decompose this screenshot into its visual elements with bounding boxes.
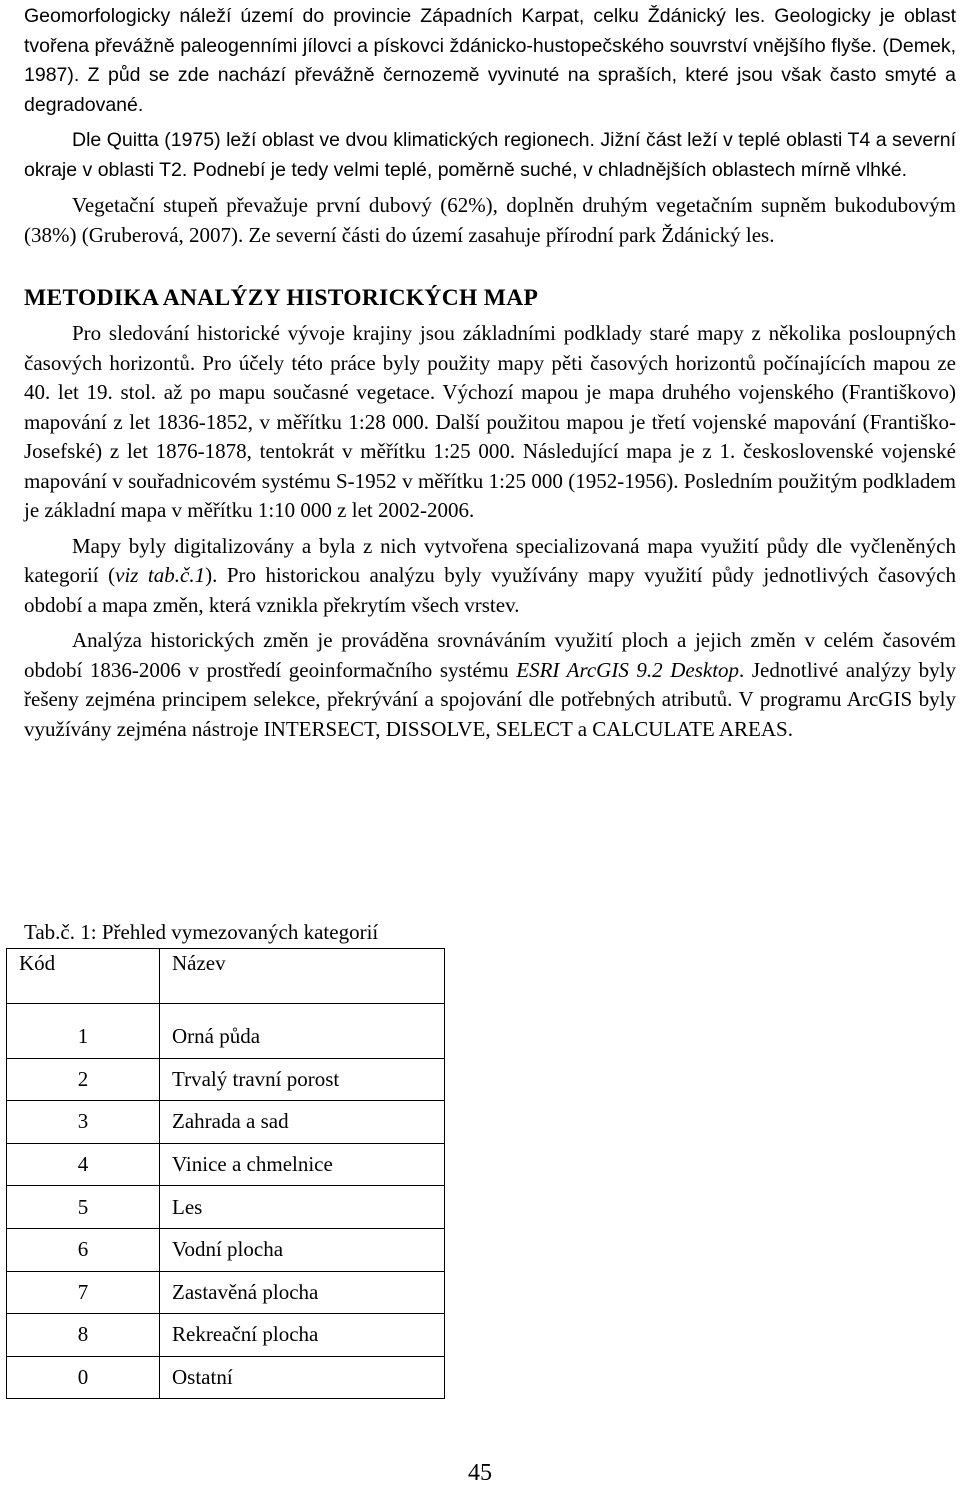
paragraph-climate: Dle Quitta (1975) leží oblast ve dvou klimatických regionech. Jižní část leží v teplé oblasti T4 a severní okraje v oblasti T2. Podnebí je tedy velmi teplé, poměrně suché, v chladnějších oblastech mírně vlhké. (24, 129, 956, 181)
paragraph-method: Pro sledování historické vývoje krajiny jsou základními podklady staré mapy z několika posloupných časových horizontů. Pro účely této práce byly použity mapy pěti časových horizontů počínajících mapou ze 40. let 19. stol. až po mapu současné vegetace. Výchozí mapou je mapa druhého vojenského (Františkovo) mapování z let 1836-1852, v měřítku 1:28 000. Další použitou mapou je třetí vojenské mapování (Františko-Josefské) z let 1876-1878, tentokrát v měřítku 1:25 000. Následující mapa je z 1. československé vojenské mapování v souřadnicovém systému S-1952 v měřítku 1:25 000 (1952-1956). Posledním použitým podkladem je základní mapa v měřítku 1:10 000 z let 2002-2006. (24, 321, 956, 522)
row-code: 4 (7, 1143, 160, 1186)
paragraph-maps-text-1: Mapy byly digitalizovány a byla z nich vytvořena specializovaná mapa využití půdy dle vyčleněných kategorií ( (24, 533, 956, 587)
table-row (7, 1314, 445, 1357)
row-code: 5 (7, 1186, 160, 1229)
row-name: Ostatní (160, 1356, 445, 1399)
row-name: Rekreační plocha (160, 1314, 445, 1357)
row-code: 0 (7, 1356, 160, 1399)
paragraph-maps (24, 532, 956, 621)
row-name: Orná půda (160, 1004, 445, 1059)
page-number: 45 (468, 1460, 492, 1486)
row-name: Les (160, 1186, 445, 1229)
paragraph-analysis-text-1: Analýza historických změn je prováděna srovnáváním využití ploch a jejich změn v celém časovém období 1836-2006 v prostředí geoinformačního systému (24, 628, 956, 682)
table-row (7, 1101, 445, 1144)
row-name: Vinice a chmelnice (160, 1143, 445, 1186)
paragraph-geomorphology: Geomorfologicky náleží území do provincie Západních Karpat, celku Ždánický les. Geologicky je oblast tvořena převážně paleogenními jílovci a pískovci ždánicko-hustopečského souvrství vnějšího flyše. (Demek, 1987). Z půd se zde nachází převážně černozemě vyvinuté na spraších, které jsou však často smyté a degradované. (24, 5, 956, 116)
table-row (7, 1186, 445, 1229)
row-code: 8 (7, 1314, 160, 1357)
table-row (7, 1058, 445, 1101)
section-heading: METODIKA ANALÝZY HISTORICKÝCH MAP (24, 285, 539, 311)
paragraph-maps-text-2: ). Pro historickou analýzu byly využívány mapy využití půdy jednotlivých časových období a mapa změn, která vznikla překrytím všech vrstev. (24, 563, 957, 617)
paragraph-analysis (24, 626, 956, 744)
paragraph-analysis-text-2: . Jednotlivé analýzy byly řešeny zejména principem selekce, překrývání a spojování dle potřebných atributů. V programu ArcGIS byly využívány zejména nástroje INTERSECT, DISSOLVE, SELECT a CALCULATE AREAS. (24, 657, 956, 741)
row-name: Zastavěná plocha (160, 1271, 445, 1314)
paragraph-vegetation: Vegetační stupeň převažuje první dubový (62%), doplněn druhým vegetačním supněm bukodubovým (38%) (Gruberová, 2007). Ze severní části do území zasahuje přírodní park Ždánický les. (24, 193, 956, 247)
categories-table (6, 948, 445, 1399)
table-row (7, 1004, 445, 1059)
software-name: ESRI ArcGIS 9.2 Desktop (516, 657, 740, 682)
row-code: 2 (7, 1058, 160, 1101)
row-code: 3 (7, 1101, 160, 1144)
page-body (24, 2, 956, 744)
header-code: Kód (7, 949, 160, 1004)
row-code: 7 (7, 1271, 160, 1314)
table-row (7, 1143, 445, 1186)
table-reference: viz tab.č.1 (115, 563, 206, 587)
row-name: Zahrada a sad (160, 1101, 445, 1144)
row-code: 1 (7, 1004, 160, 1059)
table-row (7, 1228, 445, 1271)
header-name: Název (160, 949, 445, 1004)
row-code: 6 (7, 1228, 160, 1271)
row-name: Vodní plocha (160, 1228, 445, 1271)
table-caption: Tab.č. 1: Přehled vymezovaných kategorií (24, 920, 379, 944)
row-name: Trvalý travní porost (160, 1058, 445, 1101)
table-row (7, 1271, 445, 1314)
table-header-row (7, 949, 445, 1004)
table-row (7, 1356, 445, 1399)
